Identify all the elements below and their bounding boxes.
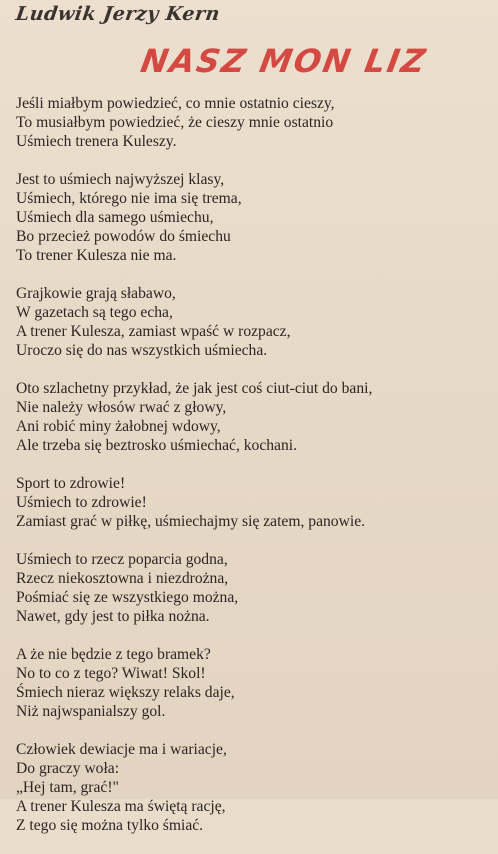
poem-line: „Hej tam, grać!"	[16, 779, 119, 796]
poem-line: Bo przecież powodów do śmiechu	[16, 228, 231, 245]
author-name: Ludwik Jerzy Kern	[14, 3, 222, 25]
stanza-2	[16, 170, 486, 265]
poem-line: To musiałbym powiedzieć, że cieszy mnie ostatnio	[16, 114, 334, 131]
poem-line: Ale trzeba się beztrosko uśmiechać, kochani.	[16, 437, 298, 454]
poem-line: Pośmiać się ze wszystkiego można,	[16, 589, 239, 606]
poem-line: A że nie będzie z tego bramek?	[16, 646, 211, 663]
poem-line: Uśmiech trenera Kuleszy.	[16, 133, 177, 150]
poem-line: To trener Kulesza nie ma.	[16, 247, 177, 264]
poem-line: Śmiech nieraz większy relaks daje,	[16, 684, 235, 701]
stanza-6	[16, 550, 486, 626]
poem-line: A trener Kulesza, zamiast wpaść w rozpacz,	[16, 323, 291, 340]
poem-line: Uśmiech to rzecz poparcia godna,	[16, 551, 228, 568]
poem-line: Jest to uśmiech najwyższej klasy,	[16, 171, 225, 188]
poem-line: Z tego się można tylko śmiać.	[16, 817, 204, 834]
stanza-5	[16, 474, 486, 531]
poem-line: Ani robić miny żałobnej wdowy,	[16, 418, 221, 435]
poem-line: No to co z tego? Wiwat! Skol!	[16, 665, 206, 682]
stanza-3	[16, 284, 486, 360]
poem-line: Zamiast grać w piłkę, uśmiechajmy się zatem, panowie.	[16, 513, 366, 530]
poem-line: Uśmiech dla samego uśmiechu,	[16, 209, 214, 226]
poem-line: Rzecz niekosztowna i niezdrożna,	[16, 570, 229, 587]
poem-line: A trener Kulesza ma świętą rację,	[16, 798, 226, 815]
poem-line: Uśmiech to zdrowie!	[16, 494, 147, 511]
stanza-1	[16, 94, 486, 151]
poem-line: Nawet, gdy jest to piłka nożna.	[16, 608, 210, 625]
poem-line: Człowiek dewiacje ma i wariacje,	[16, 741, 227, 758]
poem-line: Uroczo się do nas wszystkich uśmiecha.	[16, 342, 268, 359]
poem-title: NASZ MON LIZ	[137, 42, 431, 80]
poem-line: Nie należy włosów rwać z głowy,	[16, 399, 227, 416]
poem-line: Uśmiech, którego nie ima się trema,	[16, 190, 242, 207]
poem-line: Sport to zdrowie!	[16, 475, 126, 492]
poem-line: W gazetach są tego echa,	[16, 304, 173, 321]
poem-line: Grajkowie grają słabawo,	[16, 285, 176, 302]
poem-line: Oto szlachetny przykład, że jak jest coś ciut-ciut do bani,	[16, 380, 373, 397]
stanza-4	[16, 379, 486, 455]
poem-body	[16, 94, 486, 854]
poem-line: Niż najwspanialszy gol.	[16, 703, 166, 720]
poem-line: Jeśli miałbym powiedzieć, co mnie ostatnio cieszy,	[16, 95, 335, 112]
poem-line: Do graczy woła:	[16, 760, 120, 777]
stanza-8	[16, 740, 486, 835]
stanza-7	[16, 645, 486, 721]
